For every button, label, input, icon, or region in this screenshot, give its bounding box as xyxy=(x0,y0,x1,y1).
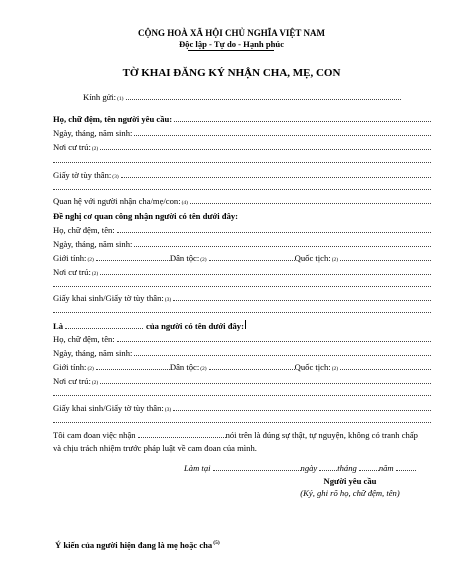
person2-name-row xyxy=(53,334,431,344)
person2-dob-row xyxy=(53,348,431,358)
note-1: (1) xyxy=(117,96,124,102)
commitment-field[interactable] xyxy=(138,430,226,438)
person2-birthcert-line2[interactable] xyxy=(53,422,431,423)
note-3: (3) xyxy=(164,297,172,303)
kinh-gui-field[interactable] xyxy=(126,92,402,100)
requester-signature-title: Người yêu cầu xyxy=(323,476,377,486)
person1-name-field[interactable] xyxy=(117,225,431,233)
note-2: (2) xyxy=(91,271,99,277)
note-3: (3) xyxy=(112,174,119,180)
commitment-rest: nói trên là đúng sự thật, tự nguyện, không có tranh chấp xyxy=(225,430,418,440)
note-3: (3) xyxy=(164,407,172,413)
requester-name-label: Họ, chữ đệm, tên người yêu cầu: xyxy=(53,114,173,124)
person2-dob-field[interactable] xyxy=(134,348,431,356)
text-cursor xyxy=(245,320,246,329)
relation-of-row xyxy=(53,320,431,331)
nation-heading: CỘNG HOÀ XÃ HỘI CHỦ NGHĨA VIỆT NAM xyxy=(138,28,325,38)
la-label: Là xyxy=(53,321,64,331)
residence-label: Nơi cư trú: xyxy=(53,142,91,152)
person1-ethnicity-field[interactable] xyxy=(209,253,295,261)
person1-residence-row xyxy=(53,267,431,279)
relation-field[interactable] xyxy=(190,196,431,204)
note-2: (2) xyxy=(91,380,99,386)
motto-underline xyxy=(188,50,274,51)
person2-dob-label: Ngày, tháng, năm sinh: xyxy=(53,348,133,358)
id-doc-field[interactable] xyxy=(121,170,431,178)
person1-residence-label: Nơi cư trú: xyxy=(53,267,91,277)
person2-ethnicity-field[interactable] xyxy=(209,362,295,370)
year-label: năm xyxy=(378,463,394,473)
signature-note: (Ký, ghi rõ họ, chữ đệm, tên) xyxy=(300,488,400,498)
person1-name-label: Họ, chữ đệm, tên: xyxy=(53,225,115,235)
note-2: (2) xyxy=(87,257,94,263)
person2-residence-label: Nơi cư trú: xyxy=(53,376,91,386)
requester-name-field[interactable] xyxy=(174,114,431,122)
note-2: (2) xyxy=(200,366,207,372)
note-2: (2) xyxy=(331,366,339,372)
note-2: (2) xyxy=(91,146,99,152)
residence-field-line2[interactable] xyxy=(53,162,431,163)
person1-residence-field[interactable] xyxy=(100,267,431,275)
person1-birthcert-field[interactable] xyxy=(173,293,431,301)
relation-row xyxy=(53,196,431,208)
person2-nationality-field[interactable] xyxy=(340,362,431,370)
person1-nationality-label: Quốc tịch: xyxy=(294,253,331,263)
person2-birthcert-row xyxy=(53,403,431,415)
person2-residence-row xyxy=(53,376,431,388)
note-4: (4) xyxy=(181,200,189,206)
person2-name-label: Họ, chữ đệm, tên: xyxy=(53,334,115,344)
requester-residence-row xyxy=(53,142,431,154)
person1-nationality-field[interactable] xyxy=(340,253,431,261)
year-field[interactable] xyxy=(396,463,416,471)
commitment-line2-row xyxy=(53,443,431,453)
mother-opinion-label: Ý kiến của người hiện đang là mẹ hoặc cha xyxy=(55,540,213,550)
of-person-label: của người có tên dưới đây: xyxy=(146,321,244,331)
requester-id-row xyxy=(53,170,431,182)
person1-birthcert-row xyxy=(53,293,431,305)
dob-label: Ngày, tháng, năm sinh: xyxy=(53,128,133,138)
person1-birthcert-label: Giấy khai sinh/Giấy tờ tùy thân: xyxy=(53,293,164,303)
person1-dob-label: Ngày, tháng, năm sinh: xyxy=(53,239,133,249)
person2-details-row xyxy=(53,362,431,374)
commitment-row xyxy=(53,430,431,440)
person1-residence-line2[interactable] xyxy=(53,286,431,287)
requester-name-row xyxy=(53,114,431,124)
person1-gender-field[interactable] xyxy=(96,253,170,261)
id-doc-label: Giấy tờ tùy thân: xyxy=(53,170,112,180)
person2-residence-field[interactable] xyxy=(100,376,431,384)
person2-residence-line2[interactable] xyxy=(53,395,431,396)
id-doc-field-line2[interactable] xyxy=(53,189,431,190)
note-2: (2) xyxy=(87,366,94,372)
person2-birthcert-label: Giấy khai sinh/Giấy tờ tùy thân: xyxy=(53,403,164,413)
kinh-gui-label: Kính gửi: xyxy=(83,92,117,102)
recognize-heading: Đề nghị cơ quan công nhận người có tên dưới đây: xyxy=(53,211,239,221)
person1-dob-row xyxy=(53,239,431,249)
note-5: (5) xyxy=(213,540,220,546)
kinh-gui-row xyxy=(83,92,401,104)
person2-gender-label: Giới tính: xyxy=(53,362,87,372)
dob-field[interactable] xyxy=(134,128,431,136)
made-at-field[interactable] xyxy=(213,463,301,471)
person1-name-row xyxy=(53,225,431,235)
person2-gender-field[interactable] xyxy=(96,362,170,370)
person2-birthcert-field[interactable] xyxy=(173,403,431,411)
person1-details-row xyxy=(53,253,431,265)
person1-ethnicity-label: Dân tộc: xyxy=(169,253,200,263)
note-2: (2) xyxy=(200,257,207,263)
person1-dob-field[interactable] xyxy=(134,239,431,247)
page-title: TỜ KHAI ĐĂNG KÝ NHẬN CHA, MẸ, CON xyxy=(122,67,341,79)
day-label: ngày xyxy=(300,463,318,473)
commitment-label: Tôi cam đoan việc nhận xyxy=(53,430,136,440)
motto: Độc lập - Tự do - Hạnh phúc xyxy=(178,39,285,49)
commitment-line2: và chịu trách nhiệm trước pháp luật về cam đoan của mình. xyxy=(53,443,257,453)
place-date-row xyxy=(184,463,430,473)
person1-gender-label: Giới tính: xyxy=(53,253,87,263)
residence-field[interactable] xyxy=(100,142,431,150)
person2-nationality-label: Quốc tịch: xyxy=(294,362,331,372)
made-at-label: Làm tại xyxy=(184,463,211,473)
person2-name-field[interactable] xyxy=(117,334,431,342)
requester-dob-row xyxy=(53,128,431,138)
relation-type-field[interactable] xyxy=(65,321,143,329)
relation-label: Quan hệ với người nhận cha/mẹ/con: xyxy=(53,196,181,206)
person2-ethnicity-label: Dân tộc: xyxy=(169,362,200,372)
month-label: tháng xyxy=(337,463,357,473)
person1-birthcert-line2[interactable] xyxy=(53,312,431,313)
month-field[interactable] xyxy=(359,463,379,471)
note-2: (2) xyxy=(331,257,339,263)
day-field[interactable] xyxy=(319,463,337,471)
recognize-heading-row xyxy=(53,211,431,221)
mother-opinion-heading xyxy=(55,538,220,550)
